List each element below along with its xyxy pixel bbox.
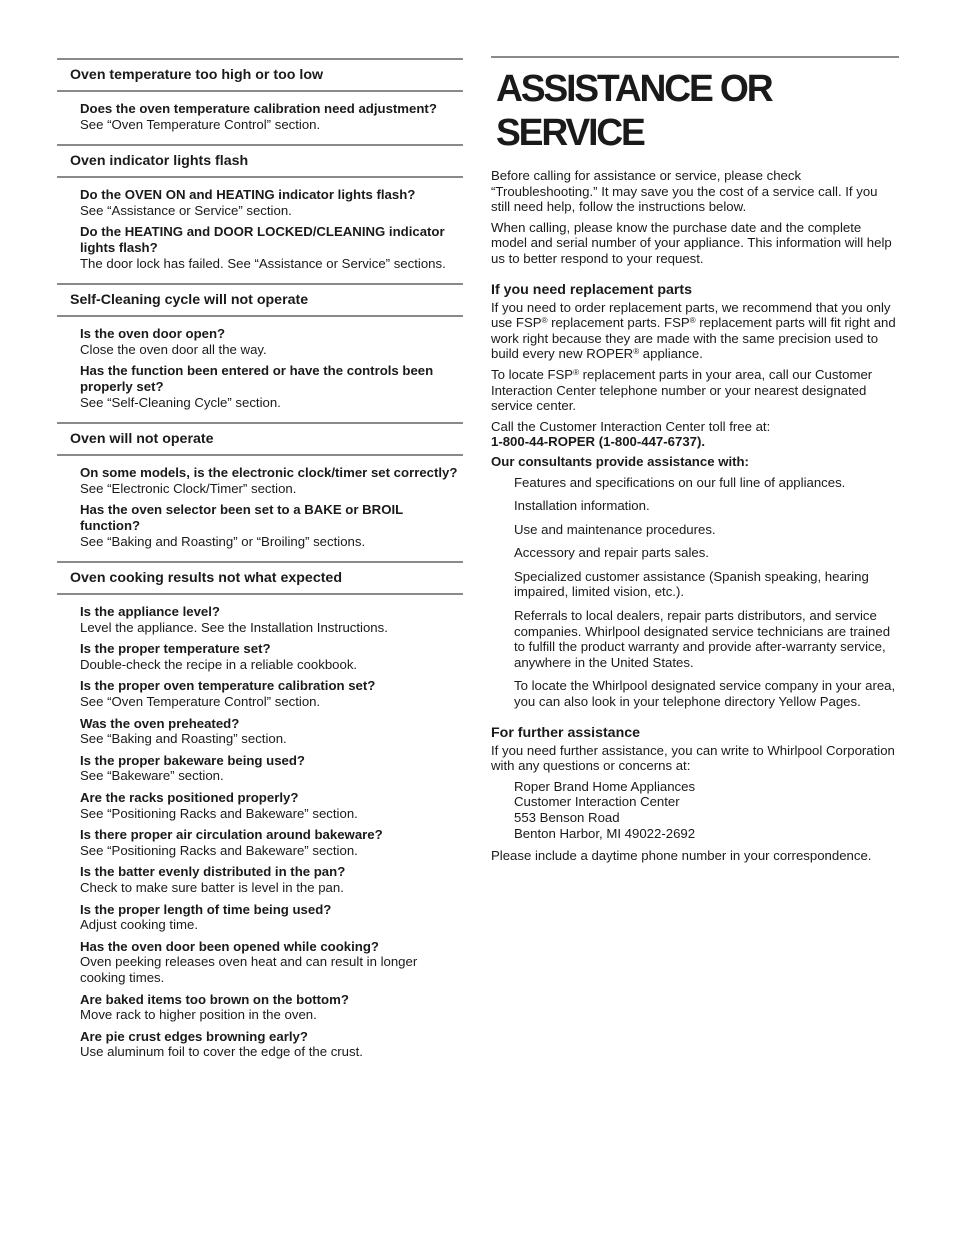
service-item: To locate the Whirlpool designated service company in your area, you can also look in your telephone directory Yellow Pages.	[514, 678, 896, 710]
section-heading: Oven temperature too high or too low	[57, 58, 463, 92]
question: On some models, is the electronic clock/timer set correctly?	[80, 465, 458, 481]
troubleshoot-section	[57, 422, 463, 561]
qa-item	[80, 716, 463, 747]
consultants-label: Our consultants provide assistance with:	[491, 453, 749, 469]
qa-item	[80, 864, 463, 895]
answer: See “Bakeware” section.	[80, 768, 224, 784]
qa-item	[80, 641, 463, 672]
service-item: Accessory and repair parts sales.	[514, 545, 709, 561]
call-text: Call the Customer Interaction Center toll free at:	[491, 418, 771, 434]
answer: See “Positioning Racks and Bakeware” section.	[80, 842, 358, 858]
qa-item	[80, 363, 463, 410]
service-item: Use and maintenance procedures.	[514, 521, 716, 537]
service-item: Installation information.	[514, 498, 650, 514]
qa-item	[80, 790, 463, 821]
question: Are pie crust edges browning early?	[80, 1028, 308, 1044]
section-heading: Oven will not operate	[57, 422, 463, 456]
qa-item	[80, 1029, 463, 1060]
service-item: Features and specifications on our full line of appliances.	[514, 474, 846, 490]
address-line: Benton Harbor, MI 49022-2692	[514, 825, 696, 841]
question: Is the proper bakeware being used?	[80, 752, 305, 768]
qa-item	[80, 939, 463, 986]
answer: Move rack to higher position in the oven.	[80, 1007, 317, 1023]
closing-paragraph: Please include a daytime phone number in your correspondence.	[491, 848, 872, 864]
qa-item	[80, 753, 463, 784]
troubleshoot-section	[57, 561, 463, 1072]
service-item: Referrals to local dealers, repair parts distributors, and service companies. Whirlpool designated service technicians are trained to fulfill the product warranty and provide after-warranty service, anywhere in the United States.	[514, 608, 891, 670]
question: Does the oven temperature calibration need adjustment?	[80, 101, 437, 116]
phone-number: 1-800-44-ROPER (1-800-447-6737).	[491, 434, 706, 450]
section-heading: Oven cooking results not what expected	[57, 561, 463, 595]
answer: Close the oven door all the way.	[80, 341, 267, 357]
answer: The door lock has failed. See “Assistance or Service” sections.	[80, 255, 446, 271]
page-title: ASSISTANCE OR SERVICE	[496, 68, 772, 154]
parts-locate-paragraph: To locate FSP® replacement parts in your area, call our Customer Interaction Center telephone number or your nearest designated service center.	[491, 366, 873, 414]
answer: Level the appliance. See the Installation Instructions.	[80, 619, 388, 635]
qa-item	[80, 101, 463, 132]
qa-item	[80, 902, 463, 933]
question: Is the batter evenly distributed in the pan?	[80, 864, 346, 880]
section-heading: Oven indicator lights flash	[57, 144, 463, 178]
answer: See “Electronic Clock/Timer” section.	[80, 480, 297, 496]
answer: See “Assistance or Service” section.	[80, 202, 292, 218]
question: Do the HEATING and DOOR LOCKED/CLEANING indicator lights flash?	[80, 224, 445, 255]
question: Has the oven selector been set to a BAKE or BROIL function?	[80, 502, 403, 533]
intro-paragraph: When calling, please know the purchase date and the complete model and serial number of your appliance. This information will help us to better respond to your request.	[491, 219, 892, 266]
qa-item	[80, 326, 463, 357]
troubleshooting-column	[57, 58, 463, 1072]
parts-paragraph: If you need to order replacement parts, we recommend that you only use FSP® replacement parts. FSP® replacement parts will fit right and work right because they are made with the same precision used to build every new ROPER® appliance.	[491, 299, 896, 362]
answer: Use aluminum foil to cover the edge of the crust.	[80, 1044, 363, 1060]
intro-paragraph: Before calling for assistance or service, please check “Troubleshooting.” It may save you the cost of a service call. If you still need help, follow the instructions below.	[491, 168, 878, 215]
answer: See “Self-Cleaning Cycle” section.	[80, 394, 281, 410]
question: Is the proper oven temperature calibration set?	[80, 678, 376, 694]
question: Was the oven preheated?	[80, 715, 240, 731]
qa-item	[80, 678, 463, 709]
qa-item	[80, 992, 463, 1023]
answer: See “Oven Temperature Control” section.	[80, 694, 321, 710]
answer: Oven peeking releases oven heat and can result in longer cooking times.	[80, 954, 418, 985]
question: Is the proper length of time being used?	[80, 901, 332, 917]
answer: See “Oven Temperature Control” section.	[80, 116, 321, 132]
troubleshoot-section	[57, 144, 463, 283]
answer: See “Baking and Roasting” or “Broiling” sections.	[80, 533, 366, 549]
service-item: Specialized customer assistance (Spanish speaking, hearing impaired, limited vision, etc.).	[514, 568, 869, 600]
question: Are the racks positioned properly?	[80, 790, 299, 806]
qa-item	[80, 465, 463, 496]
qa-item	[80, 224, 463, 271]
troubleshoot-section	[57, 58, 463, 144]
qa-item	[80, 502, 463, 549]
further-heading: For further assistance	[491, 724, 641, 741]
answer: Double-check the recipe in a reliable cookbook.	[80, 656, 358, 672]
call-paragraph	[491, 419, 899, 450]
question: Has the oven door been opened while cooking?	[80, 938, 379, 954]
assistance-column	[491, 56, 899, 869]
qa-item	[80, 187, 463, 218]
troubleshoot-section	[57, 283, 463, 422]
address-line: Roper Brand Home Appliances	[514, 778, 696, 794]
section-heading: Self-Cleaning cycle will not operate	[57, 283, 463, 317]
question: Are baked items too brown on the bottom?	[80, 991, 349, 1007]
divider	[491, 56, 899, 58]
mailing-address	[491, 779, 899, 841]
answer: See “Positioning Racks and Bakeware” section.	[80, 805, 358, 821]
address-line: 553 Benson Road	[514, 810, 620, 825]
question: Is the oven door open?	[80, 326, 226, 342]
question: Is the appliance level?	[80, 604, 220, 620]
qa-item	[80, 604, 463, 635]
address-line: Customer Interaction Center	[514, 794, 680, 810]
answer: Adjust cooking time.	[80, 917, 199, 933]
question: Is the proper temperature set?	[80, 641, 271, 657]
question: Is there proper air circulation around bakeware?	[80, 827, 383, 843]
further-paragraph: If you need further assistance, you can write to Whirlpool Corporation with any questions or concerns at:	[491, 742, 895, 774]
parts-heading: If you need replacement parts	[491, 281, 693, 298]
answer: Check to make sure batter is level in the pan.	[80, 880, 344, 895]
question: Do the OVEN ON and HEATING indicator lights flash?	[80, 187, 416, 203]
qa-item	[80, 827, 463, 858]
question: Has the function been entered or have the controls been properly set?	[80, 363, 434, 394]
answer: See “Baking and Roasting” section.	[80, 731, 287, 747]
